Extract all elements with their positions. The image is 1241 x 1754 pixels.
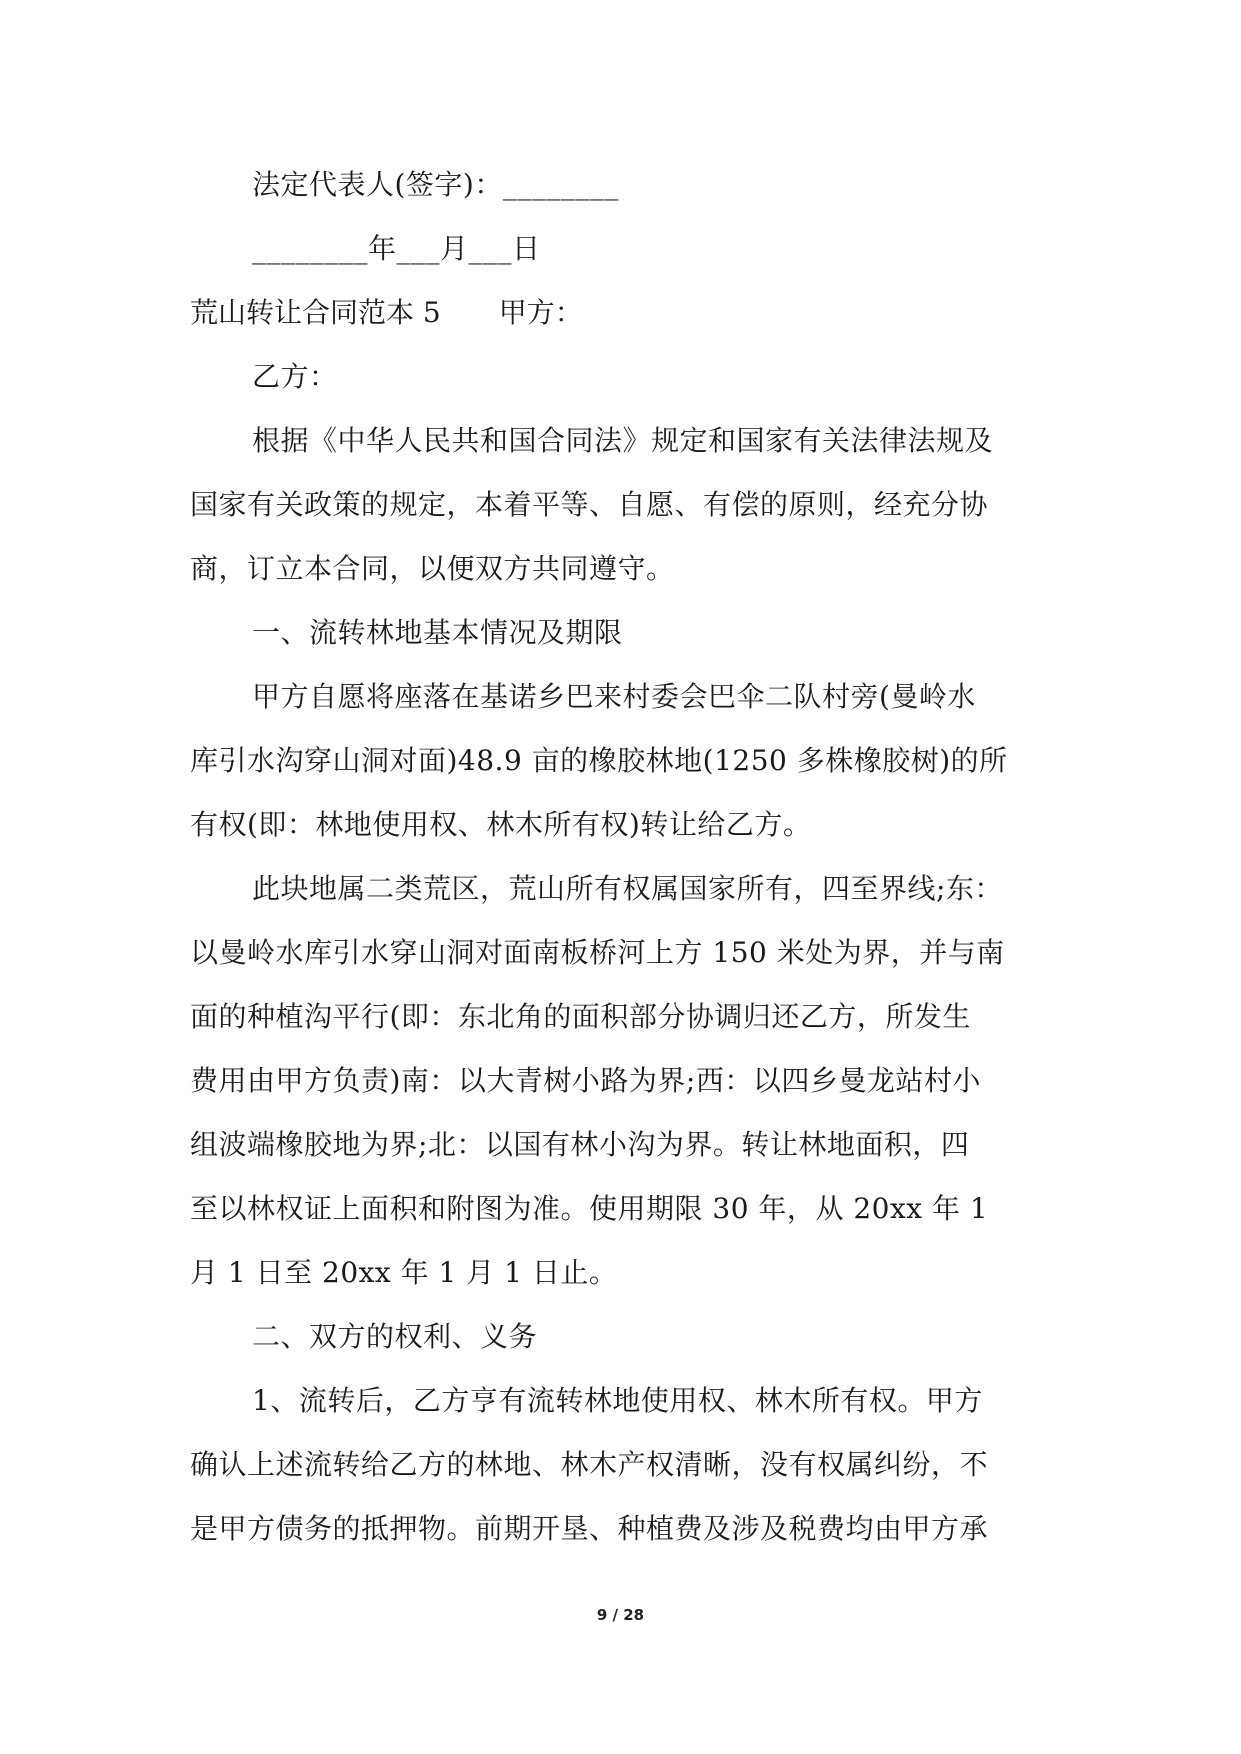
page-number: 9 / 28 (596, 1606, 645, 1624)
paragraph-line: 组波端橡胶地为界;北：以国有林小沟为界。转让林地面积，四 (190, 1128, 970, 1161)
paragraph-line: 商，订立本合同，以便双方共同遵守。 (190, 552, 675, 585)
paragraph-line: 库引水沟穿山洞对面)48.9 亩的橡胶林地(1250 多株橡胶树)的所 (190, 744, 1008, 777)
paragraph-line: 至以林权证上面积和附图为准。使用期限 30 年，从 20xx 年 1 (190, 1192, 989, 1225)
paragraph-line: 费用由甲方负责)南：以大青树小路为界;西：以四乡曼龙站村小 (190, 1064, 981, 1097)
paragraph-line: 1、流转后，乙方亨有流转林地使用权、林木所有权。甲方 (252, 1384, 983, 1417)
paragraph-line: 以曼岭水库引水穿山洞对面南板桥河上方 150 米处为界，并与南 (190, 936, 1005, 969)
paragraph-line: 国家有关政策的规定，本着平等、自愿、有偿的原则，经充分协 (190, 488, 989, 521)
paragraph-line: 确认上述流转给乙方的林地、林木产权清晰，没有权属纠纷，不 (190, 1448, 989, 1481)
paragraph-line: 月 1 日至 20xx 年 1 月 1 日止。 (190, 1256, 618, 1289)
paragraph-line: 面的种植沟平行(即：东北角的面积部分协调归还乙方，所发生 (190, 1000, 971, 1033)
party-a-label: 甲方： (498, 296, 583, 329)
paragraph-line: 此块地属二类荒区，荒山所有权属国家所有，四至界线;东： (252, 872, 1003, 905)
section-heading: 一、流转林地基本情况及期限 (252, 616, 623, 649)
date-line: ________年___月___日 (252, 232, 541, 265)
paragraph-line: 根据《中华人民共和国合同法》规定和国家有关法律法规及 (252, 424, 994, 457)
signature-line: 法定代表人(签字)：________ (252, 168, 619, 201)
contract-heading (190, 293, 583, 333)
contract-title: 荒山转让合同范本 5 (190, 296, 441, 329)
party-b-label: 乙方： (252, 360, 338, 393)
paragraph-line: 甲方自愿将座落在基诺乡巴来村委会巴伞二队村旁(曼岭水 (252, 680, 976, 713)
paragraph-line: 是甲方债务的抵押物。前期开垦、种植费及涉及税费均由甲方承 (190, 1512, 989, 1545)
section-heading: 二、双方的权利、义务 (252, 1320, 538, 1353)
paragraph-line: 有权(即：林地使用权、林木所有权)转让给乙方。 (190, 808, 812, 841)
